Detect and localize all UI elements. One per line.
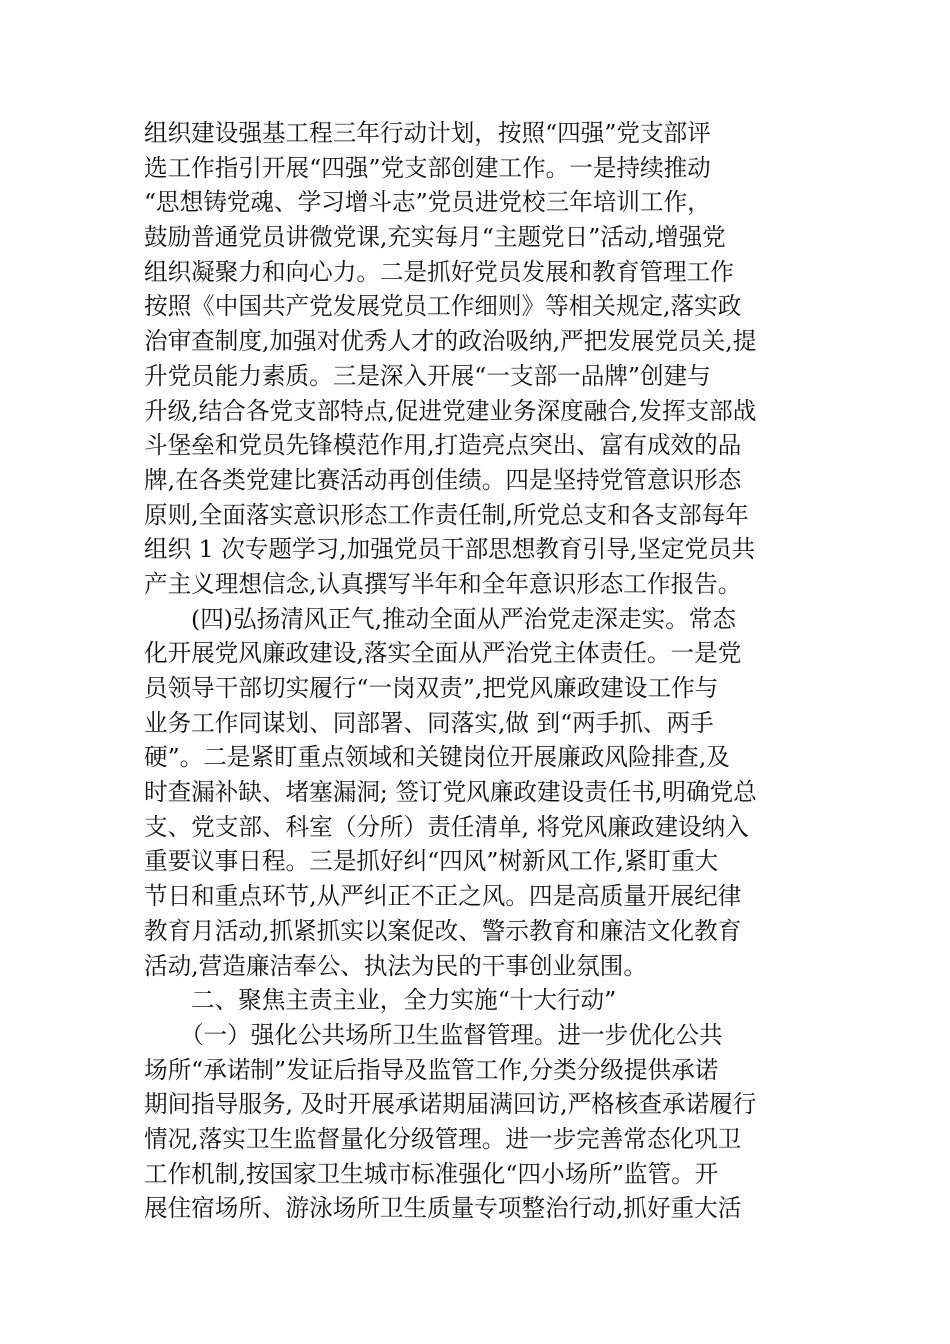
text-line: 斗堡垒和党员先锋模范作用,打造亮点突出、富有成效的品 — [144, 431, 742, 460]
text-line: 按照《中国共产党发展党员工作细则》等相关规定,落实政 — [144, 292, 742, 321]
text-line: 支、党支部、科室（分所）责任清单, 将党风廉政建设纳入 — [144, 812, 749, 841]
text-line: 化开展党风廉政建设,落实全面从严治党主体责任。一是党 — [144, 639, 742, 668]
text-line: 员领导干部切实履行“一岗双责”,把党风廉政建设工作与 — [144, 674, 719, 702]
text-line: 展住宿场所、游泳场所卫生质量专项整治行动,抓好重大活 — [144, 1194, 742, 1223]
text-line: 情况,落实卫生监督量化分级管理。进一步完善常态化巩卫 — [144, 1124, 742, 1153]
text-line: 鼓励普通党员讲微党课,充实每月“主题党日”活动,增强党 — [144, 223, 726, 252]
section-heading-4: (四)弘扬清风正气,推动全面从严治党走深走实。常态 — [191, 604, 736, 633]
text-line: 重要议事日程。三是抓好纠“四风”树新风工作,紧盯重大 — [144, 847, 719, 876]
text-line: 升党员能力素质。三是深入开展“一支部一品牌”创建与 — [144, 361, 711, 390]
text-line: 组织建设强基工程三年行动计划，按照“四强”党支部评 — [144, 119, 711, 147]
text-line: 业务工作同谋划、同部署、同落实,做 到“两手抓、两手 — [144, 708, 714, 737]
section-heading-1: （一）强化公共场所卫生监督管理。进一步优化公共 — [180, 1020, 723, 1049]
text-line: 时查漏补缺、堵塞漏洞; 签订党风廉政建设责任书,明确党总 — [144, 778, 757, 807]
text-line: 硬”。二是紧盯重点领域和关键岗位开展廉政风险排查,及 — [144, 743, 730, 772]
chapter-heading-2: 二、聚焦主责主业，全力实施“十大行动” — [191, 986, 617, 1015]
text-line: 期间指导服务, 及时开展承诺期届满回访,严格核查承诺履行 — [144, 1090, 757, 1119]
body-text — [144, 116, 814, 1226]
text-line: 工作机制,按国家卫生城市标准强化“四小场所”监管。开 — [144, 1159, 719, 1188]
text-line: 升级,结合各党支部特点,促进党建业务深度融合,发挥支部战 — [144, 396, 757, 425]
text-line: 产主义理想信念,认真撰写半年和全年意识形态工作报告。 — [144, 569, 742, 598]
text-line: 治审查制度,加强对优秀人才的政治吸纳,严把发展党员关,提 — [144, 327, 757, 356]
text-line: 场所“承诺制”发证后指导及监管工作,分类分级提供承诺 — [144, 1055, 719, 1084]
text-line: 选工作指引开展“四强”党支部创建工作。一是持续推动 — [144, 153, 711, 182]
text-line: 组织 1 次专题学习,加强党员干部思想教育引导,坚定党员共 — [144, 535, 756, 564]
text-line: 节日和重点环节,从严纠正不正之风。四是高质量开展纪律 — [144, 882, 742, 911]
text-line: 教育月活动,抓紧抓实以案促改、警示教育和廉洁文化教育 — [144, 916, 742, 945]
text-line: 活动,营造廉洁奉公、执法为民的干事创业氛围。 — [144, 951, 647, 980]
text-line: 组织凝聚力和向心力。二是抓好党员发展和教育管理工作 — [144, 257, 734, 286]
text-line: 原则,全面落实意识形态工作责任制,所党总支和各支部每年 — [144, 500, 749, 529]
text-line: “思想铸党魂、学习增斗志”党员进党校三年培训工作， — [144, 188, 711, 217]
text-line: 牌,在各类党建比赛活动再创佳绩。四是坚持党管意识形态 — [144, 465, 742, 494]
